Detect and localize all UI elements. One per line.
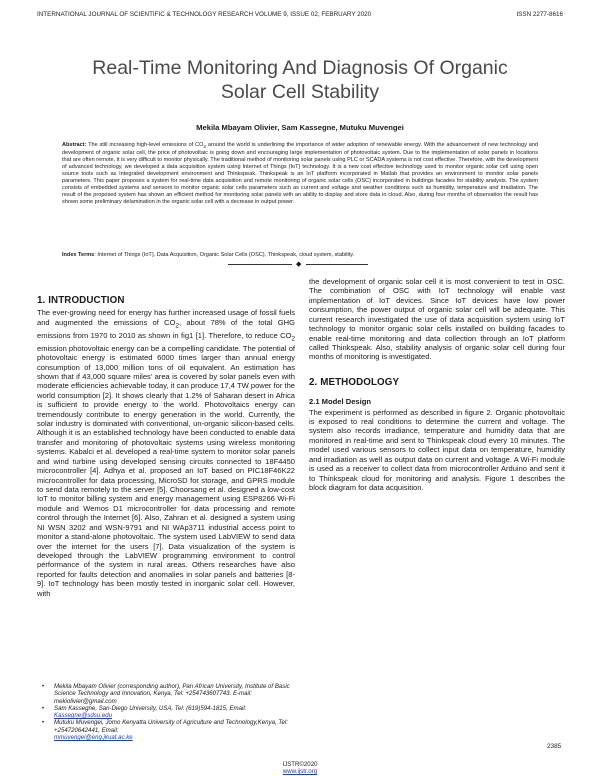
- title-line-1: Real-Time Monitoring And Diagnosis Of Organic: [92, 57, 508, 79]
- intro-sub-1: 2: [175, 322, 179, 330]
- index-terms-text: : Internet of Things (IoT), Data Acquisition, Organic Solar Cells (OSC), Thinkspeak, cloud system, stability.: [94, 252, 355, 258]
- intro-text-c: emission photovoltaic energy can be a compelling candidate. The potential of photovoltaic energy is estimated 6000 times larger than annual energy consumption of 13,000 million tons of oil equivalent. An estimation has shown that if 43,000 square miles’ area is covered by solar panels even with moderate efficiencies achievable today, it can produce 17,4 TW power for the world consumption [2]. It shows clearly that 1.2% of Saharan desert in Africa is sufficient to provide energy to the world. Photovoltaics energy can tremendously contribute to energy generation in the world. Currently, the solar industry is dominated with conventional, un-organic silicon-based cells. Although it is an established technology have been conducted to enable data transfer and monitoring of photovoltaic systems using wireless monitoring systems. Kabalci et al. developed a real-time system to monitor solar panels and wind turbine using developed sensing circuits connected to 18F4450 microcontroller [4]. Adhya et al. proposed an IoT based on PIC18F46K22 microcontroller for data processing, MicroSD for storage, and GPRS module to send data remotely to the server [5]. Choorsang et al. designed a low-cost IoT to monitor billing system and energy management using ESP8266 Wi-Fi module and Wemos D1 microcontroller for data processing and remote control through the Internet [6]. Also, Zahran et al. designed a system using NI WSN 3202 and WSN-9791 and NI WAp3711 industrial access point to monitor a stand-alone photovoltaic. The system used LabVIEW to send data over the internet for the users [7]. Data visualization of the system is developed through the LabVIEW programming environment to control performance of the system in rural areas. Others researches have also reported for faults detection and anomalies in solar panels and batteries [8-9]. IoT technology has been mostly tested in inorganic solar cell. However, with: [37, 343, 295, 598]
- introduction-heading: 1. INTRODUCTION: [37, 295, 125, 306]
- separator-line-right: [306, 264, 368, 265]
- right-column: [309, 277, 565, 492]
- journal-url-link[interactable]: www.ijstr.org: [282, 768, 318, 776]
- author-footnotes: [40, 683, 298, 741]
- title-line-2: Solar Cell Stability: [220, 81, 380, 103]
- intro-text-a: The ever-growing need for energy has further increased usage of fossil fuels and augmented the emissions of CO: [37, 308, 295, 327]
- diamond-icon: ◆: [296, 261, 302, 268]
- intro-text-b: , about 78% of the total GHG emissions from 1970 to 2010 as shown in fig1 [1]. Therefore, to reduce CO: [37, 317, 295, 340]
- intro-sub-2: 2: [291, 335, 295, 343]
- footnote-text: Sam Kassegne, San-Diego University, USA, Tel: (619)594-1815, Email:: [54, 704, 247, 712]
- left-column: [37, 296, 295, 598]
- journal-name: INTERNATIONAL JOURNAL OF SCIENTIFIC & TECHNOLOGY RESEARCH VOLUME 9, ISSUE 02, FEBRUARY 2020: [37, 11, 372, 18]
- page-number: 2385: [547, 743, 562, 750]
- methodology-heading: 2. METHODOLOGY: [309, 376, 400, 388]
- email-link[interactable]: Kassegne@sdsu.edu: [54, 712, 113, 720]
- index-terms: [62, 252, 538, 259]
- model-design-heading: 2.1 Model Design: [309, 397, 372, 407]
- email-link[interactable]: mmuvengei@eng.jkuat.ac.ke: [54, 734, 133, 742]
- introduction-continued: the development of organic solar cell it is most convenient to test in OSC. The combination of OSC with IoT technology will enable vast implementation of IoT devices. Since IoT devices have low power consumption, the power output of organic solar cell will be adequate. This current research investigated the use of data acquisition system using IoT technology to monitor organic solar cells installed on building facades to enable real-time monitoring and data collection through an IoT platform called Thinkspeak. Also, stability analysis of organic solar cell during four months of monitoring is investigated.: [309, 277, 565, 362]
- section-separator: [0, 259, 600, 269]
- abstract: [62, 142, 538, 207]
- footnote-text: Mutuku Muvengei, Jomo Kenyatta University of Agriculture and Technology,Kenya, Tel: +254720642441, Email:: [54, 719, 288, 734]
- methodology-paragraph: The experiment is performed as described in figure 2. Organic photovoltaic is exposed to real conditions to determine the current and voltage. The system also records irradiance, temperature and humidity data that are monitored in real-time and sent to Thinkspeak cloud every 10 minutes. The model used various sensors to collect input data on temperature, humidity and irradiation as well as output data on current and voltage. A Wi-Fi module is used as a receiver to collect data from microcontroller Arduino and sent it to Thinkspeak cloud for monitoring and analysis. Figure 1 describes the block diagram for data acquisition.: [309, 407, 565, 493]
- index-terms-label: Index Terms: [62, 252, 95, 258]
- abstract-sub: 2: [203, 144, 206, 150]
- paper-title: [40, 56, 560, 104]
- footnote-item: [40, 683, 298, 705]
- abstract-text-b: around the world is underlining the importance of wider adoption of renewable energy. With the advancement of new technology and development of organic solar cell, the price of photovoltaic is going down and encouraging large implementation of photovoltaic system. Due to the implementation of solar panels in locations that are often remote, it is very difficult to monitor physically. The traditional method of monitoring solar panels using PLC or SCADA systems is not cost effective. Therefore, with the development of advanced technology, we developed a data acquisition system using Internet of Things (IoT) technology. It is a new cost effective technology used to monitor organic solar cell using open source tools such as Integrated development environment and Thinkspeak. Thinkspeak is an IoT platform incorporated in Matlab that provides an environment to monitor solar panels parameters. This paper proposes a system for real-time data acquisition and remote monitoring of organic solar cells (OSC) incorporated in buildings facades for stability analysis. The system consists of embedded systems and sensors to monitor organic solar cells parameters such as current and voltage and weather conditions such as humidity, temperature and irradiation. The result of the proposed system has shown an efficient method for monitoring solar panels with an ability to display and store data in cloud. Also, during four months of observation the result has shown some preliminary delamination in the organic solar cell with a decrease in output power.: [62, 142, 539, 206]
- page-footer: [0, 761, 600, 775]
- abstract-text-a: The still increasing high-level emissions of CO: [86, 142, 204, 148]
- copyright-code: IJSTR©2020: [282, 761, 318, 768]
- footnote-item: [40, 705, 298, 720]
- footnote-item: [40, 719, 298, 741]
- abstract-label: Abstract:: [62, 142, 87, 148]
- separator-line-left: [228, 264, 292, 265]
- footnote-text: Mekila Mbayam Olivier (corresponding author), Pan African University, Institute of Basic Science Technology and Innovation, Kenya, Tel: +254743607743. E-mail: mekiolivier@gmail.com: [54, 683, 290, 705]
- author-list: Mekila Mbayam Olivier, Sam Kassegne, Mutuku Muvengei: [196, 123, 404, 132]
- issn: ISSN 2277-8616: [516, 11, 563, 18]
- introduction-paragraph: [37, 308, 295, 598]
